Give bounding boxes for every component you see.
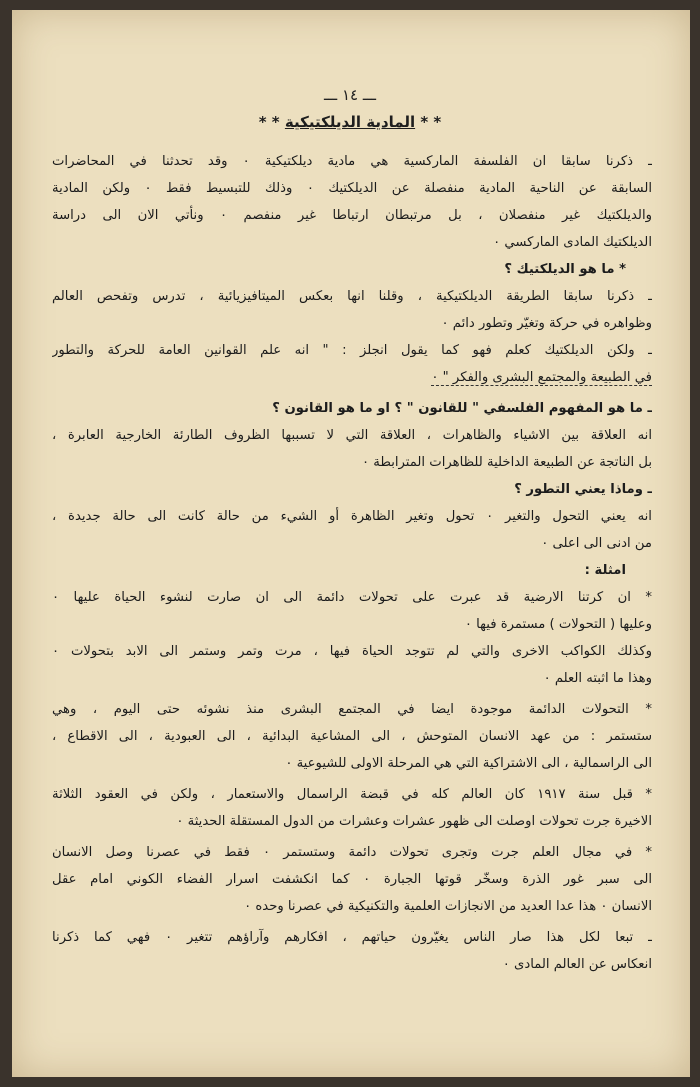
- section-title-text: المادية الديلكتيكية: [284, 113, 416, 131]
- question-heading: * ما هو الديلكتيك ؟: [504, 262, 626, 277]
- text-line: انه يعني التحول والتغير ٠ تحول وتغير الظاهرة أو الشيء من حالة كانت الى حالة جديدة ،: [52, 509, 652, 524]
- text-line: الاخيرة جرت تحولات اوصلت الى ظهور عشرات وعشرات من الدول المستقلة الحديثة ٠: [176, 814, 652, 829]
- text-line: السابقة عن الناحية المادية منفصلة عن الديلكتيك ٠ وذلك للتبسيط فقط ٠ ولكن المادية: [52, 181, 652, 196]
- text-line: الى الراسمالية ، الى الاشتراكية التي هي المرحلة الاولى للشيوعية ٠: [285, 756, 652, 771]
- text-line: * التحولات الدائمة موجودة ايضا في المجتمع البشرى منذ نشوئه حتى اليوم ، وهي: [52, 702, 652, 717]
- text-line: الى سبر غور الذرة وسخّر قوتها الجبارة ٠ كما انكشفت اسرار الفضاء الكوني امام عقل: [52, 872, 652, 887]
- text-line: وعليها ( التحولات ) مستمرة فيها ٠: [464, 617, 652, 632]
- text-line: * في مجال العلم جرت وتجرى تحولات دائمة وستستمر ٠ فقط في عصرنا وصل الانسان: [52, 845, 652, 860]
- text-line: والديلكتيك غير منفصلان ، بل مرتبطان ارتباطا غير منفصم ٠ ونأتي الان الى دراسة: [52, 208, 652, 223]
- text-line: الديلكتيك المادى الماركسي ٠: [493, 235, 652, 250]
- text-line: ـ ذكرنا سابقا ان الفلسفة الماركسية هي مادية ديلكتيكية ٠ وقد تحدثنا في المحاضرات: [52, 154, 652, 169]
- text-line: وهذا ما اثبته العلم ٠: [543, 671, 652, 686]
- page-number: ـــ ١٤ ـــ: [323, 86, 377, 104]
- title-marks-left: * *: [258, 113, 280, 131]
- section-title: [0, 113, 700, 131]
- text-line: وكذلك الكواكب الاخرى والتي لم تتوجد الحياة فيها ، مرت وتمر وستمر الى الابد بتحولات ٠: [52, 644, 652, 659]
- text-line: ـ تبعا لكل هذا صار الناس يغيّرون حياتهم ، افكارهم وآراؤهم تتغير ٠ فهي كما ذكرنا: [52, 930, 652, 945]
- text-line: انعكاس عن العالم المادى ٠: [502, 957, 652, 972]
- text-line: * قبل سنة ١٩١٧ كان العالم كله في قبضة الراسمال والاستعمار ، ولكن في العقود الثلاثة: [52, 787, 652, 802]
- text-line: بل الناتجة عن الطبيعة الداخلية للظاهرات المترابطة ٠: [362, 455, 652, 470]
- question-heading: ـ وماذا يعني التطور ؟: [514, 482, 652, 497]
- text-line: * ان كرتنا الارضية قد عبرت على تحولات دائمة الى ان صارت لنشوء الحياة عليها ٠: [52, 590, 652, 605]
- text-line: وظواهره في حركة وتغيّر وتطور دائم ٠: [441, 316, 652, 331]
- quote-underlined: في الطبيعة والمجتمع البشرى والفكر " ٠: [431, 370, 652, 385]
- text-line: ـ ولكن الديلكتيك كعلم فهو كما يقول انجلز : " انه علم القوانين العامة للحركة والتطور: [52, 343, 652, 358]
- text-line: [52, 364, 652, 391]
- title-marks-right: * *: [420, 113, 442, 131]
- examples-heading: امثلة :: [584, 563, 626, 578]
- text-line: انه العلاقة بين الاشياء والظاهرات ، العلاقة التي لا تسببها الظروف الطارئة الخارجية العابرة ،: [52, 428, 652, 443]
- text-line: من ادنى الى اعلى ٠: [541, 536, 652, 551]
- document-body: [52, 148, 652, 978]
- question-heading: ـ ما هو المفهوم الفلسفي " للقانون " ؟ او ما هو القانون ؟: [272, 401, 652, 416]
- text-line: ـ ذكرنا سابقا الطريقة الديلكتيكية ، وقلنا انها بعكس الميتافيزيائية ، تدرس وتفحص العالم: [52, 289, 652, 304]
- text-line: الانسان ٠ هذا عدا العديد من الانجازات العلمية والتكنيكية في عصرنا وحده ٠: [244, 899, 652, 914]
- text-line: ستستمر : من عهد الانسان المتوحش ، الى المشاعية البدائية ، الى العبودية ، الى الاقطاع ،: [52, 729, 652, 744]
